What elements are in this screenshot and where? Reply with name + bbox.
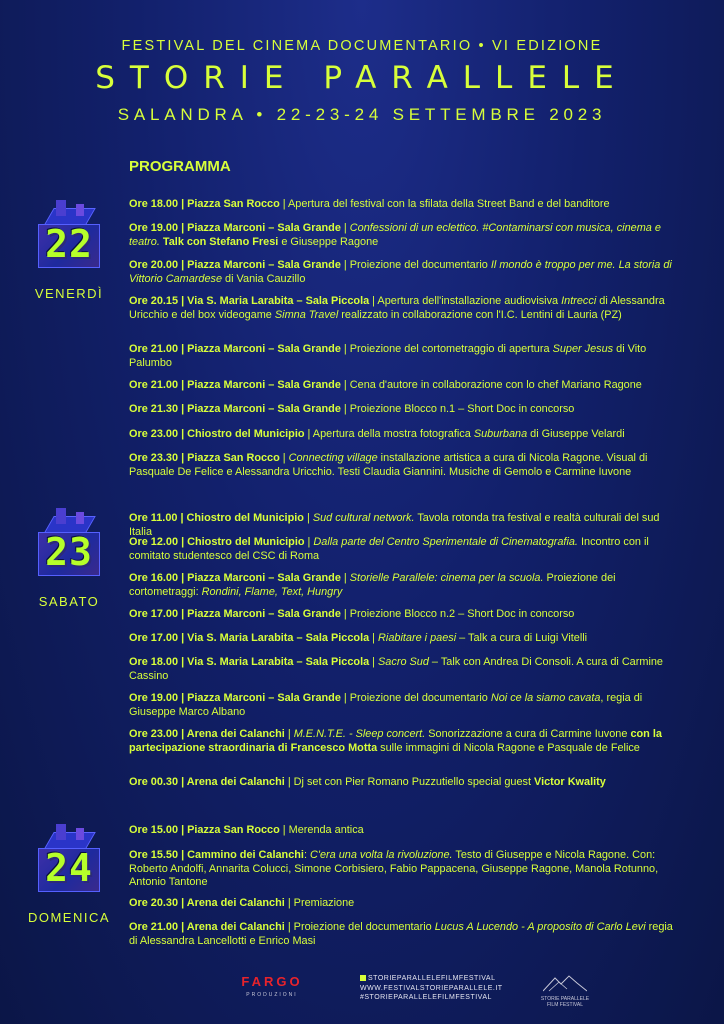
event-item: Ore 21.00 | Piazza Marconi – Sala Grande | Proiezione del cortometraggio di apertura Super Jesus di Vito Palumbo (129, 343, 647, 369)
fargo-logo-subtitle: PRODUZIONI (246, 992, 298, 998)
mountains-icon (543, 974, 587, 992)
event-item: Ore 18.00 | Via S. Maria Larabita – Sala Piccola | Sacro Sud – Talk con Andrea Di Consoli. A cura di Carmine Cassino (129, 656, 663, 682)
fargo-logo-text: FARGO (241, 974, 303, 989)
event-item: Ore 18.00 | Piazza San Rocco | Apertura del festival con la sfilata della Street Band e del banditore (129, 198, 610, 210)
festival-subtitle: FESTIVAL DEL CINEMA DOCUMENTARIO • VI EDIZIONE (121, 38, 603, 54)
event-item: Ore 23.30 | Piazza San Rocco | Connecting village installazione artistica a cura di Nicola Ragone. Visual di Pasquale De Felice e Alessandra Uricchio. Testi Claudia Giannini. Musiche di Gemolo e Carmine Iuvone (129, 452, 648, 478)
website-link[interactable]: WWW.FESTIVALSTORIEPARALLELE.IT (360, 984, 503, 992)
event-item: Ore 17.00 | Piazza Marconi – Sala Grande | Proiezione Blocco n.2 – Short Doc in concorso (129, 608, 575, 620)
hashtag: #STORIEPARALLELEFILMFESTIVAL (360, 994, 492, 1001)
sp-logo-text: STORIE PARALLELE (540, 996, 590, 1002)
event-item: Ore 19.00 | Piazza Marconi – Sala Grande | Proiezione del documentario Noi ce la siamo cavata, regia di Giuseppe Marco Albano (129, 692, 643, 718)
fargo-logo (220, 974, 324, 998)
festival-title: STORIE PARALLELE (95, 60, 629, 96)
event-item: Ore 00.30 | Arena dei Calanchi | Dj set con Pier Romano Puzzutiello special guest Victor Kwality (129, 776, 606, 788)
social-handle[interactable]: STORIEPARALLELEFILMFESTIVAL (360, 974, 503, 984)
festival-location-dates: SALANDRA • 22-23-24 SETTEMBRE 2023 (117, 105, 607, 124)
event-item: Ore 21.00 | Piazza Marconi – Sala Grande | Cena d'autore in collaborazione con lo chef Mariano Ragone (129, 379, 642, 391)
event-item: Ore 23.00 | Arena dei Calanchi | M.E.N.T.E. - Sleep concert. Sonorizzazione a cura di Carmine Iuvone con la partecipazione straordinaria di Francesco Motta sulle immagini di Nicola Ragone e Pasquale de Felice (129, 728, 662, 754)
event-item: Ore 17.00 | Via S. Maria Larabita – Sala Piccola | Riabitare i paesi – Talk a cura di Luigi Vitelli (129, 632, 588, 644)
event-item: Ore 20.15 | Via S. Maria Larabita – Sala Piccola | Apertura dell'installazione audiovisiva Intrecci di Alessandra Uricchio e del box videogame Simna Travel realizzato in collaborazione con l'I.C. Lentini di Lauria (PZ) (129, 295, 665, 321)
facebook-instagram-icon (360, 975, 366, 981)
event-item: Ore 21.30 | Piazza Marconi – Sala Grande | Proiezione Blocco n.1 – Short Doc in concorso (129, 403, 575, 415)
day-number: 24 (45, 846, 93, 890)
event-item: Ore 19.00 | Piazza Marconi – Sala Grande | Confessioni di un eclettico. #Contaminarsi con musica, cinema e teatro. Talk con Stefano Fresi e Giuseppe Ragone (129, 222, 661, 248)
event-item: Ore 15.00 | Piazza San Rocco | Merenda antica (129, 824, 364, 836)
day-name: DOMENICA (27, 910, 111, 925)
event-item: Ore 12.00 | Chiostro del Municipio | Dalla parte del Centro Sperimentale di Cinematografia. Incontro con il comitato studentesco del CSC di Roma (129, 536, 649, 562)
event-item: Ore 20.00 | Piazza Marconi – Sala Grande | Proiezione del documentario Il mondo è troppo per me. La storia di Vittorio Camardese di Vania Cauzillo (129, 259, 672, 285)
event-item: Ore 16.00 | Piazza Marconi – Sala Grande | Storielle Parallele: cinema per la scuola. Proiezione dei cortometraggi: Rondini, Flame, Text, Hungry (129, 572, 616, 598)
storie-parallele-logo (535, 974, 595, 1008)
programma-heading: PROGRAMMA (129, 158, 231, 175)
day-number: 23 (45, 530, 93, 574)
day-name: VENERDÌ (34, 286, 104, 301)
sp-logo-subtext: FILM FESTIVAL (546, 1002, 584, 1008)
event-item: Ore 21.00 | Arena dei Calanchi | Proiezione del documentario Lucus A Lucendo - A proposito di Carlo Levi regia di Alessandra Lancellotti e Enrico Masi (129, 921, 673, 947)
event-item: Ore 23.00 | Chiostro del Municipio | Apertura della mostra fotografica Suburbana di Giuseppe Velardi (129, 428, 625, 440)
event-item: Ore 20.30 | Arena dei Calanchi | Premiazione (129, 897, 355, 909)
day-number: 22 (45, 222, 93, 266)
social-links (360, 974, 503, 1003)
event-item: Ore 15.50 | Cammino dei Calanchi: C'era una volta la rivoluzione. Testo di Giuseppe e Nicola Ragone. Con: Roberto Andolfi, Annarita Colucci, Simone Corbisiero, Fabio Pappacena, Giuseppe Ragone, Manola Rotunno, Antonio Tantone (129, 849, 659, 889)
day-name: SABATO (38, 594, 100, 609)
event-item: Ore 11.00 | Chiostro del Municipio | Sud cultural network. Tavola rotonda tra festival e realtà culturali del sud Italia (129, 512, 660, 538)
